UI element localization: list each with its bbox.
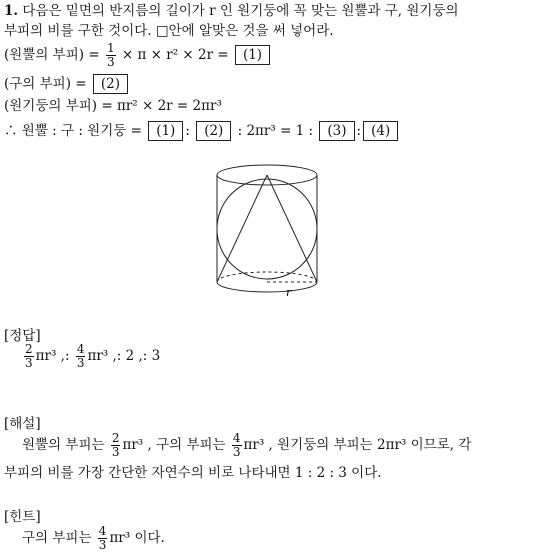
problem-line-2: 부피의 비를 구한 것이다. □안에 알맞은 것을 써 넣어라. (4, 23, 334, 39)
sphere-volume-line: (구의 부피) = (2) (4, 74, 130, 94)
fraction-two-thirds: $\frac{2}{3}$ (111, 431, 120, 459)
ratio-line: ∴ 원뿔 : 구 : 원기둥 = (1) : (2) : 2πr³ = 1 : (3) : (4) (4, 121, 400, 141)
explanation-line-2: 부피의 비를 가장 간단한 자연수의 비로 나타내면 1 : 2 : 3 이다. (4, 465, 382, 481)
cylinder-volume-line: (원기둥의 부피) = πr² × 2r = 2πr³ (4, 98, 222, 114)
fraction-four-thirds: $\frac{4}{3}$ (232, 431, 241, 459)
ratio-box-3[interactable]: (3) (319, 121, 354, 141)
answer-header: [정답] (4, 328, 41, 344)
answer-box-1[interactable]: (1) (235, 45, 270, 65)
ratio-box-4[interactable]: (4) (363, 121, 398, 141)
cylinder-bottom-back (217, 272, 317, 282)
answer-line: $\frac{2}{3}$ πr³ ,: $\frac{4}{3}$ πr³ ,: 2 ,: 3 (25, 342, 161, 370)
cylinder-sphere-cone-figure (210, 158, 335, 308)
problem-number: 1. (4, 3, 19, 19)
radius-label: r (286, 286, 292, 299)
cone-left-edge (217, 175, 267, 282)
fraction-one-third: $\frac{1}{3}$ (106, 41, 115, 69)
fraction-two-thirds: $\frac{2}{3}$ (25, 342, 33, 370)
hint-line: 구의 부피는 $\frac{4}{3}$ πr³ 이다. (22, 524, 165, 552)
ratio-box-1[interactable]: (1) (148, 121, 183, 141)
answer-box-2[interactable]: (2) (93, 74, 128, 94)
inscribed-sphere (217, 179, 317, 279)
ratio-box-2[interactable]: (2) (196, 121, 231, 141)
explanation-header: [해설] (4, 416, 41, 432)
fraction-four-thirds: $\frac{4}{3}$ (76, 342, 85, 370)
explanation-line-1: 원뿔의 부피는 $\frac{2}{3}$ πr³ , 구의 부피는 $\frac{4}{3}$ πr³ , 원기둥의 부피는 2πr³ 이므로, 각 (22, 431, 472, 459)
hint-header: [힌트] (4, 509, 41, 525)
fraction-four-thirds: $\frac{4}{3}$ (98, 524, 107, 552)
cone-volume-line: (원뿔의 부피) = $\frac{1}{3}$ × π × r² × 2r = (1) (4, 42, 272, 69)
cone-right-edge (267, 175, 317, 282)
cylinder-bottom-front (217, 282, 317, 292)
problem-line-1: 1. 다음은 밑면의 반지름의 길이가 r 인 원기둥에 꼭 맞는 원뿔과 구, 원기둥의 (4, 3, 459, 19)
